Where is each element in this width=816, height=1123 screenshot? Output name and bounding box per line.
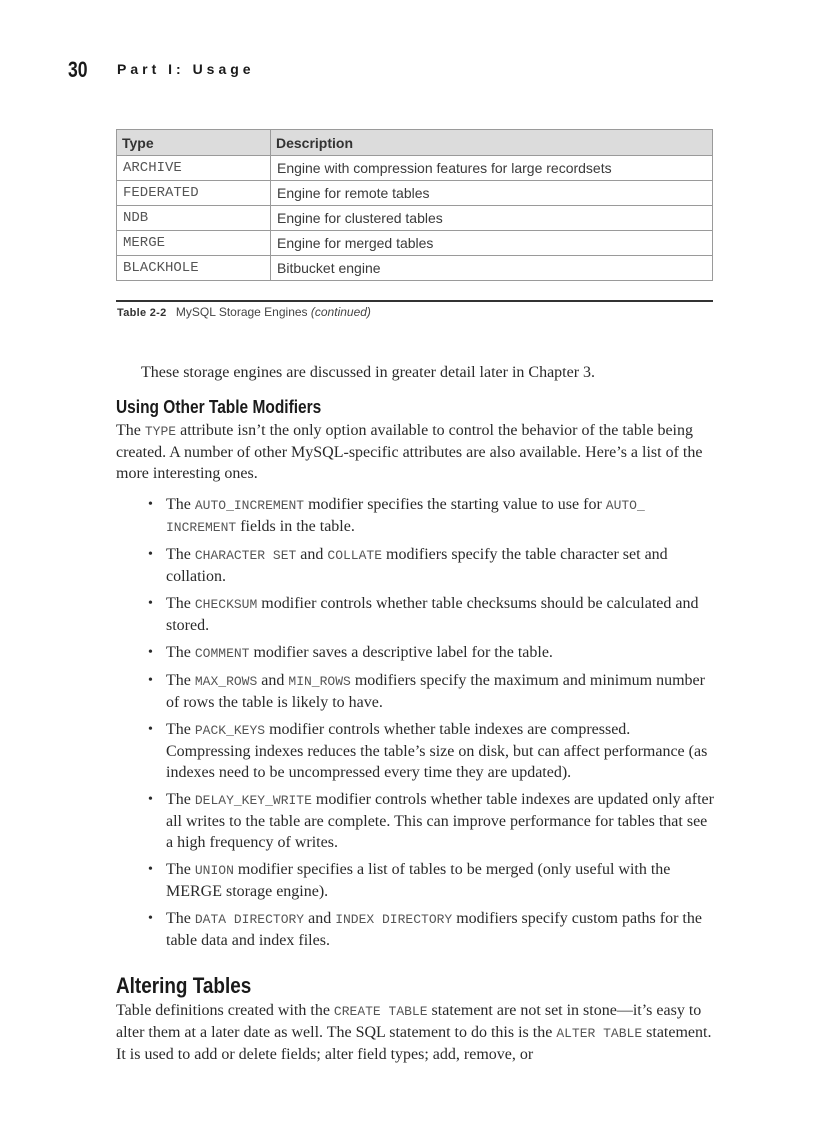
list-item	[116, 593, 716, 636]
text-run: The	[166, 595, 195, 612]
text-run: The	[166, 672, 195, 689]
engine-type: NDB	[117, 206, 271, 231]
section-heading-altering-tables: Altering Tables	[116, 973, 252, 998]
text-run: The	[166, 644, 195, 661]
inline-code: COMMENT	[194, 646, 250, 661]
text-run: The	[166, 546, 195, 563]
engine-type: FEDERATED	[117, 181, 271, 206]
text-run: The	[166, 496, 195, 513]
table-row	[117, 206, 713, 231]
table-row	[117, 256, 713, 281]
inline-code: UNION	[194, 863, 234, 878]
engine-description: Engine for merged tables	[271, 231, 713, 256]
table-row	[117, 156, 713, 181]
text-run: modifiers specify the maximum and minimum number of rows the table is likely to have.	[166, 672, 705, 711]
storage-engines-table	[116, 129, 713, 281]
table-header-row	[117, 130, 713, 156]
text-run: The	[166, 910, 195, 927]
engine-description: Bitbucket engine	[271, 256, 713, 281]
inline-code: DELAY_KEY_WRITE	[194, 793, 312, 808]
modifiers-paragraph	[116, 420, 716, 484]
text-run: modifier specifies a list of tables to be merged (only useful with the MERGE storage engine).	[166, 861, 671, 900]
text-run: modifier controls whether table checksums should be calculated and stored.	[166, 595, 699, 634]
table-row	[117, 231, 713, 256]
inline-code: DATA DIRECTORY	[194, 912, 305, 927]
modifiers-list	[116, 494, 716, 957]
text-run: modifier controls whether table indexes are compressed. Compressing indexes reduces the table’s size on disk, but can affect performance (as indexes need to be uncompressed every time they are updated).	[166, 721, 708, 781]
inline-code: ALTER TABLE	[556, 1026, 643, 1041]
inline-code: INDEX DIRECTORY	[335, 912, 453, 927]
text-run: and	[304, 910, 336, 927]
header-description: Description	[271, 130, 713, 156]
list-item	[116, 494, 716, 538]
text-run: modifiers specify custom paths for the table data and index files.	[166, 910, 702, 949]
inline-code: CHARACTER SET	[194, 548, 297, 563]
table-row	[117, 181, 713, 206]
engine-type: ARCHIVE	[117, 156, 271, 181]
text-run: Table definitions created with the	[116, 1002, 334, 1019]
list-item	[116, 859, 716, 902]
altering-paragraph	[116, 1000, 716, 1065]
text-run: modifier saves a descriptive label for the table.	[249, 644, 553, 661]
inline-code: AUTO_INCREMENT	[194, 498, 305, 513]
text-run: modifier controls whether table indexes are updated only after all writes to the table are complete. This can improve performance for tables that see a high frequency of writes.	[166, 791, 714, 851]
inline-code: MAX_ROWS	[194, 674, 258, 689]
list-item	[116, 908, 716, 951]
caption-label: Table 2-2	[117, 307, 167, 319]
text-run: The	[166, 721, 195, 738]
inline-code: TYPE	[144, 424, 177, 439]
list-item	[116, 789, 716, 853]
text-run: attribute isn’t the only option available to control the behavior of the table being created. A number of other MySQL-specific attributes are also available. Here’s a list of the more interesting ones.	[116, 422, 703, 482]
engine-description: Engine with compression features for large recordsets	[271, 156, 713, 181]
engine-type: BLACKHOLE	[117, 256, 271, 281]
inline-code: CREATE TABLE	[333, 1004, 428, 1019]
inline-code: AUTO_ INCREMENT	[166, 498, 645, 535]
header-type: Type	[117, 130, 271, 156]
part-title: Part I: Usage	[117, 61, 255, 77]
text-run: modifier specifies the starting value to use for	[304, 496, 606, 513]
caption-note: (continued)	[310, 305, 371, 319]
engine-description: Engine for remote tables	[271, 181, 713, 206]
page-number: 30	[68, 57, 88, 82]
engine-description: Engine for clustered tables	[271, 206, 713, 231]
text-run: The	[166, 861, 195, 878]
inline-code: CHECKSUM	[194, 597, 258, 612]
caption-divider	[116, 300, 713, 302]
text-run: statement are not set in stone—it’s easy to alter them at a later date as well. The SQL statement to do this is the	[116, 1002, 702, 1041]
caption-text: MySQL Storage Engines	[175, 305, 308, 319]
inline-code: MIN_ROWS	[288, 674, 351, 689]
engine-type: MERGE	[117, 231, 271, 256]
list-item	[116, 719, 716, 783]
text-run: The	[166, 791, 195, 808]
inline-code: COLLATE	[327, 548, 383, 563]
list-item	[116, 642, 716, 664]
text-run: modifiers specify the table character set and collation.	[166, 546, 668, 585]
intro-paragraph: These storage engines are discussed in greater detail later in Chapter 3.	[141, 364, 596, 381]
list-item	[116, 544, 716, 587]
text-run: statement. It is used to add or delete fields; alter field types; add, remove, or	[116, 1024, 712, 1063]
list-item	[116, 670, 716, 713]
text-run: and	[257, 672, 289, 689]
section-heading-modifiers: Using Other Table Modifiers	[116, 397, 322, 417]
inline-code: PACK_KEYS	[194, 723, 266, 738]
text-run: and	[296, 546, 328, 563]
text-run: The	[116, 422, 145, 439]
text-run: fields in the table.	[236, 518, 355, 535]
table-caption	[117, 305, 371, 319]
